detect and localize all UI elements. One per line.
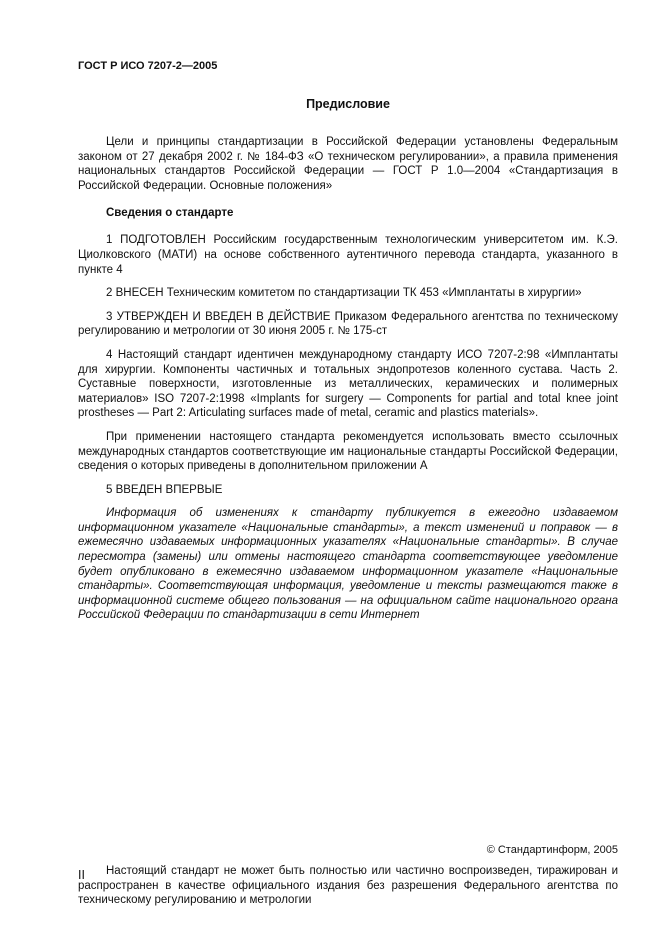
page-number: II <box>78 868 85 882</box>
foreword-intro-paragraph: Цели и принципы стандартизации в Российской Федерации установлены Федеральным законом от 27 декабря 2002 г. № 184-ФЗ «О техническом регулировании», а правила применения национальных стандартов Российской Федерации — ГОСТ Р 1.0—2004 «Стандартизация в Российской Федерации. Основные положения» <box>78 136 618 192</box>
document-code: ГОСТ Р ИСО 7207-2—2005 <box>78 60 218 72</box>
foreword-item-4: 4 Настоящий стандарт идентичен международному стандарту ИСО 7207-2:98 «Имплантаты для хирургии. Компоненты частичных и тотальных эндопротезов коленного сустава. Часть 2. Суставные поверхности, изготовленные из металлических, керамических и полимерных материалов» ISO 7207-2:1998 «Implants for surgery — Components for partial and total knee joint prostheses — Part 2: Articulating surfaces made of metal, ceramic and plastics materials». <box>78 348 618 420</box>
foreword-item-5: 5 ВВЕДЕН ВПЕРВЫЕ <box>106 483 223 496</box>
page-content <box>78 60 618 917</box>
change-information-notice: Информация об изменениях к стандарту публикуется в ежегодно издаваемом информационном указателе «Национальные стандарты», а текст изменений и поправок — в ежемесячно издаваемых информационных указателях «Национальные стандарты». В случае пересмотра (замены) или отмены настоящего стандарта соответствующее уведомление будет опубликовано в ежемесячно издаваемом информационном указателе «Национальные стандарты». Соответствующая информация, уведомление и тексты размещаются также в информационной системе общего пользования — на официальном сайте национального органа Российской Федерации по стандартизации в сети Интернет <box>78 507 618 622</box>
reproduction-restriction-paragraph: Настоящий стандарт не может быть полностью или частично воспроизведен, тиражирован и распространен в качестве официального издания без разрешения Федерального агентства по техническому регулированию и метрологии <box>78 865 618 907</box>
foreword-item-2: 2 ВНЕСЕН Техническим комитетом по стандартизации ТК 453 «Имплантаты в хирургии» <box>106 287 582 300</box>
foreword-item-1: 1 ПОДГОТОВЛЕН Российским государственным технологическим университетом им. К.Э. Циолковского (МАТИ) на основе собственного аутентичного перевода стандарта, указанного в пункте 4 <box>78 234 618 276</box>
foreword-recommendation-paragraph: При применении настоящего стандарта рекомендуется использовать вместо ссылочных международных стандартов соответствующие им национальные стандарты Российской Федерации, сведения о которых приведены в дополнительном приложении А <box>78 430 618 473</box>
standard-info-heading: Сведения о стандарте <box>106 207 234 220</box>
copyright-line: © Стандартинформ, 2005 <box>486 844 618 857</box>
foreword-item-3: 3 УТВЕРЖДЕН И ВВЕДЕН В ДЕЙСТВИЕ Приказом Федерального агентства по техническому регулированию и метрологии от 30 июня 2005 г. № 175-ст <box>78 310 618 338</box>
blank-space <box>78 632 618 844</box>
page-title: Предисловие <box>306 97 390 111</box>
